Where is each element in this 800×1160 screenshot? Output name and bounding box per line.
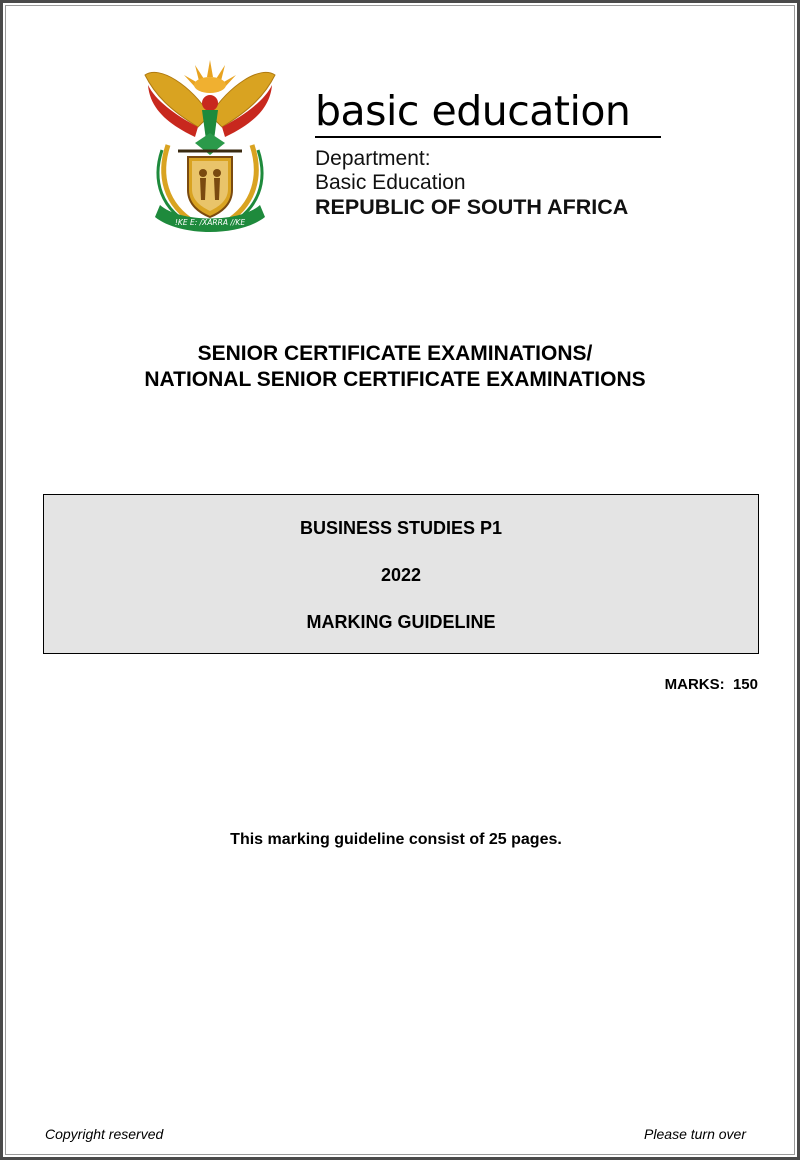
- coat-of-arms-motto: !KE E: /XARRA //KE: [174, 218, 246, 227]
- subject-box: [43, 494, 759, 654]
- page-count-note: This marking guideline consist of 25 pages.: [230, 831, 562, 848]
- exam-title-line2: NATIONAL SENIOR CERTIFICATE EXAMINATIONS: [144, 368, 646, 391]
- department-name: Basic Education: [315, 171, 466, 194]
- document-type: MARKING GUIDELINE: [306, 612, 496, 632]
- exam-year: 2022: [380, 565, 422, 585]
- coat-of-arms-icon: [140, 55, 280, 233]
- brand-divider: [315, 136, 661, 138]
- department-label: Department:: [315, 147, 431, 170]
- department-logo: [140, 55, 670, 235]
- subject-name: BUSINESS STUDIES P1: [299, 518, 503, 538]
- country-name: REPUBLIC OF SOUTH AFRICA: [315, 195, 629, 219]
- exam-title-line1: SENIOR CERTIFICATE EXAMINATIONS/: [197, 342, 593, 365]
- exam-title: [0, 341, 790, 393]
- brand-name: basic education: [315, 87, 631, 135]
- footer-turn-over: Please turn over: [644, 1126, 746, 1142]
- total-marks: MARKS: 150: [664, 676, 758, 693]
- footer-copyright: Copyright reserved: [45, 1126, 164, 1142]
